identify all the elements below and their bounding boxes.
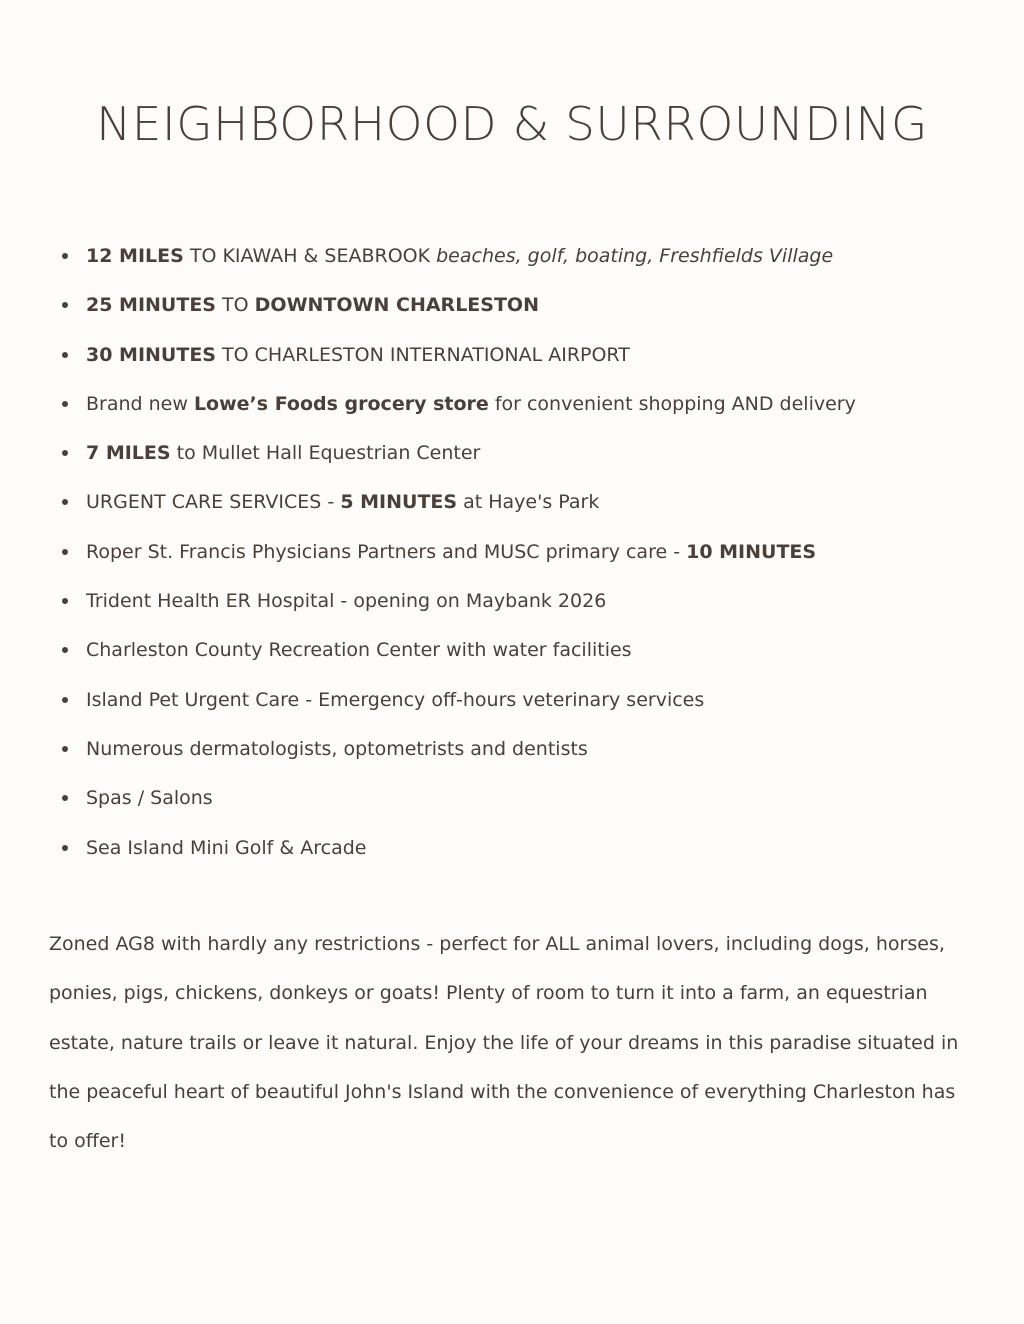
list-item [62, 430, 992, 479]
list-item-text: 7 MILES [86, 442, 171, 465]
list-item [62, 627, 992, 676]
bullet-icon [62, 845, 68, 851]
list-item-text: Brand new [86, 392, 194, 415]
list-item-text: beaches, golf, boating, Freshfields Village [436, 245, 834, 267]
list-item-text: TO KIAWAH & SEABROOK [183, 245, 437, 267]
list-item-text: 25 MINUTES [86, 294, 216, 317]
list-item-text: Charleston County Recreation Center with water facilities [86, 639, 632, 662]
list-item-text: 10 MINUTES [686, 540, 817, 563]
list-item-text: Trident Health ER Hospital - opening on Maybank 2026 [86, 590, 607, 613]
list-item [62, 282, 992, 331]
bullet-icon [62, 549, 68, 555]
list-item-text: 30 MINUTES [86, 343, 216, 366]
list-item-text: TO [216, 294, 255, 317]
list-item-text: 12 MILES [86, 245, 184, 267]
bullet-icon [62, 647, 68, 653]
bullet-icon [62, 697, 68, 703]
list-item-text: Roper St. Francis Physicians Partners and MUSC primary care - [86, 540, 687, 563]
list-item-text: URGENT CARE SERVICES - [86, 491, 341, 514]
list-item-text: Island Pet Urgent Care - Emergency off-hours veterinary services [86, 688, 705, 711]
list-item [62, 677, 992, 726]
list-item [62, 726, 992, 775]
bullet-icon [62, 450, 68, 456]
list-item-text: for convenient shopping AND delivery [488, 392, 856, 415]
list-item-text: DOWNTOWN CHARLESTON [254, 294, 539, 317]
list-item-text: TO CHARLESTON INTERNATIONAL AIRPORT [216, 343, 630, 366]
list-item [62, 775, 992, 824]
amenities-list [62, 233, 992, 874]
list-item-text: Sea Island Mini Golf & Arcade [86, 836, 367, 859]
list-item-text: at Haye's Park [457, 491, 600, 514]
list-item [62, 332, 992, 381]
list-item-text: Spas / Salons [86, 787, 213, 810]
list-item-text: 5 MINUTES [340, 491, 458, 514]
bullet-icon [62, 302, 68, 308]
list-item [62, 529, 992, 578]
bullet-icon [62, 746, 68, 752]
bullet-icon [62, 598, 68, 604]
bullet-icon [62, 253, 68, 259]
page-title: NEIGHBORHOOD & SURROUNDING [96, 97, 928, 151]
list-item [62, 578, 992, 627]
list-item [62, 825, 992, 874]
bullet-icon [62, 401, 68, 407]
bullet-icon [62, 795, 68, 801]
list-item [62, 381, 992, 430]
list-item-text: to Mullet Hall Equestrian Center [170, 442, 481, 465]
list-item [62, 479, 992, 528]
list-item-text: Lowe’s Foods grocery store [193, 392, 489, 415]
list-item [62, 233, 992, 282]
list-item-text: Numerous dermatologists, optometrists and dentists [86, 737, 588, 760]
bullet-icon [62, 352, 68, 358]
bullet-icon [62, 499, 68, 505]
description-paragraph: Zoned AG8 with hardly any restrictions - perfect for ALL animal lovers, including dogs, horses, ponies, pigs, chickens, donkeys or goats! Plenty of room to turn it into a farm, an equestrian estate, nature trails or leave it natural. Enjoy the life of your dreams in this paradise situated in the peaceful heart of beautiful John's Island with the convenience of everything Charleston has to offer! [49, 933, 959, 1153]
